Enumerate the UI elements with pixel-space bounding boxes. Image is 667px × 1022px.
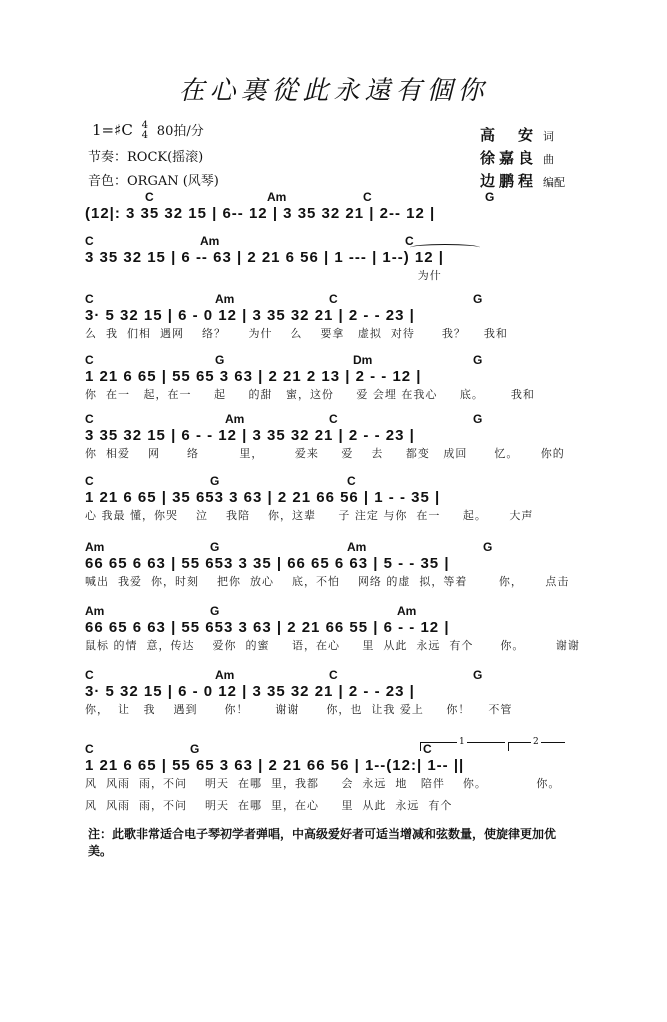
chord-row — [85, 540, 585, 554]
chord-symbol: C — [329, 412, 338, 426]
credit-lyricist: 高 安 词 — [480, 126, 555, 144]
note-row: 1 21 6 65 | 55 65 3 63 | 2 21 2 13 | 2 - - 12 | — [85, 368, 422, 385]
lyric-row: 鼠标 的情 意，传达 爱你 的蜜 语，在心 里 从此 永远 有个 你。 谢谢 — [85, 639, 580, 652]
chord-symbol: Am — [215, 292, 235, 306]
chord-symbol: G — [210, 604, 220, 618]
chord-row — [85, 190, 585, 204]
chord-symbol: G — [485, 190, 495, 204]
chord-symbol: C — [85, 234, 94, 248]
lyric-row: 你 在一 起，在一 起 的甜 蜜，这份 爱 会埋 在我心 底。 我和 — [85, 388, 535, 401]
lyric-row: 喊出 我爱 你，时刻 把你 放心 底，不怕 网络 的虚 拟，等着 你， 点击 — [85, 575, 570, 588]
chord-symbol: C — [329, 292, 338, 306]
chord-symbol: C — [405, 234, 414, 248]
score-line — [85, 540, 585, 590]
lyric-row: 为什 — [85, 269, 442, 282]
chord-symbol: G — [210, 474, 220, 488]
score-line — [85, 604, 585, 654]
chord-symbol: Am — [347, 540, 367, 554]
chord-symbol: Dm — [353, 353, 373, 367]
chord-symbol: C — [85, 292, 94, 306]
chord-symbol: C — [329, 668, 338, 682]
chord-symbol: G — [483, 540, 493, 554]
note-row: 66 65 6 63 | 55 653 3 35 | 66 65 6 63 | 5 - - 35 | — [85, 555, 450, 572]
volta-bracket — [420, 737, 505, 751]
note-row: 3 35 32 15 | 6 - - 12 | 3 35 32 21 | 2 - - 23 | — [85, 427, 415, 444]
chord-symbol: Am — [397, 604, 417, 618]
chord-symbol: Am — [225, 412, 245, 426]
chord-symbol: G — [190, 742, 200, 756]
chord-row — [85, 412, 585, 426]
chord-symbol: C — [85, 742, 94, 756]
chord-symbol: G — [473, 412, 483, 426]
score-line — [85, 190, 585, 240]
lyric-row: 风 风雨 雨，不问 明天 在哪 里，我都 会 永远 地 陪伴 你。 你。 — [85, 777, 561, 790]
credit-arranger: 边鹏程 编配 — [480, 172, 566, 190]
lyric-row: 你 相爱 网 络 里， 爱来 爱 去 都变 成回 忆。 你的 — [85, 447, 565, 460]
chord-symbol: C — [85, 474, 94, 488]
chord-row — [85, 292, 585, 306]
note-row: 1 21 6 65 | 35 653 3 63 | 2 21 66 56 | 1 - - 35 | — [85, 489, 441, 506]
chord-symbol: Am — [215, 668, 235, 682]
chord-symbol: G — [210, 540, 220, 554]
chord-symbol: C — [85, 353, 94, 367]
score-line — [85, 798, 585, 814]
tie-arc — [410, 244, 480, 251]
volta-bracket — [508, 737, 565, 751]
note-row: 1 21 6 65 | 55 65 3 63 | 2 21 66 56 | 1--(12:| 1-- || — [85, 757, 465, 774]
chord-symbol: C — [145, 190, 154, 204]
chord-row — [85, 353, 585, 367]
chord-symbol: C — [85, 412, 94, 426]
chord-symbol: G — [215, 353, 225, 367]
time-signature: 4 4 — [141, 120, 149, 141]
lyric-row: 你， 让 我 遇到 你！ 谢谢 你，也 让我 爱上 你！ 不管 — [85, 703, 513, 716]
lyric-row: 风 风雨 雨，不问 明天 在哪 里，在心 里 从此 永远 有个 — [85, 799, 453, 812]
key-tempo — [92, 120, 204, 141]
credit-composer: 徐嘉良 曲 — [480, 149, 555, 167]
chord-symbol: Am — [200, 234, 220, 248]
chord-row — [85, 604, 585, 618]
chord-symbol: G — [473, 353, 483, 367]
chord-symbol: C — [363, 190, 372, 204]
chord-symbol: C — [423, 742, 432, 756]
chord-row — [85, 668, 585, 682]
note-row: (12|: 3 35 32 15 | 6-- 12 | 3 35 32 21 | 2-- 12 | — [85, 205, 436, 222]
tempo: 80拍/分 — [156, 124, 204, 139]
score-line — [85, 353, 585, 403]
lyric-row: 心 我最 懂，你哭 泣 我陪 你，这辈 子 注定 与你 在一 起。 大声 — [85, 509, 534, 522]
rhythm-label: 节奏：ROCK(摇滚) — [88, 150, 204, 165]
key-signature: 1=♯C — [92, 121, 133, 139]
chord-row — [85, 234, 585, 248]
chord-symbol: Am — [267, 190, 287, 204]
lyric-row: 么 我 们相 遇网 络？ 为什 么 要拿 虚拟 对待 我？ 我和 — [85, 327, 508, 340]
note-row: 66 65 6 63 | 55 653 3 63 | 2 21 66 55 | 6 - - 12 | — [85, 619, 450, 636]
note-row: 3 35 32 15 | 6 -- 63 | 2 21 6 56 | 1 --- | 1--) 12 | — [85, 249, 444, 266]
footnote: 注：此歌非常适合电子琴初学者弹唱，中高级爱好者可适当增减和弦数量，使旋律更加优美。 — [88, 827, 557, 858]
volta-number: 1 — [459, 737, 465, 747]
volta-number: 2 — [533, 737, 539, 747]
chord-symbol: C — [85, 668, 94, 682]
voice-label: 音色：ORGAN (风琴) — [88, 174, 219, 189]
chord-symbol: G — [473, 292, 483, 306]
note-row: 3· 5 32 15 | 6 - 0 12 | 3 35 32 21 | 2 - - 23 | — [85, 307, 415, 324]
chord-symbol: G — [473, 668, 483, 682]
score-line — [85, 668, 585, 718]
chord-symbol: Am — [85, 540, 105, 554]
chord-symbol: Am — [85, 604, 105, 618]
score-line — [85, 412, 585, 462]
chord-row — [85, 474, 585, 488]
score-line — [85, 474, 585, 524]
chord-symbol: C — [347, 474, 356, 488]
note-row: 3· 5 32 15 | 6 - 0 12 | 3 35 32 21 | 2 - - 23 | — [85, 683, 415, 700]
score-line — [85, 234, 585, 284]
score-line — [85, 292, 585, 342]
song-title: 在心裏從此永遠有個你 — [178, 76, 489, 106]
